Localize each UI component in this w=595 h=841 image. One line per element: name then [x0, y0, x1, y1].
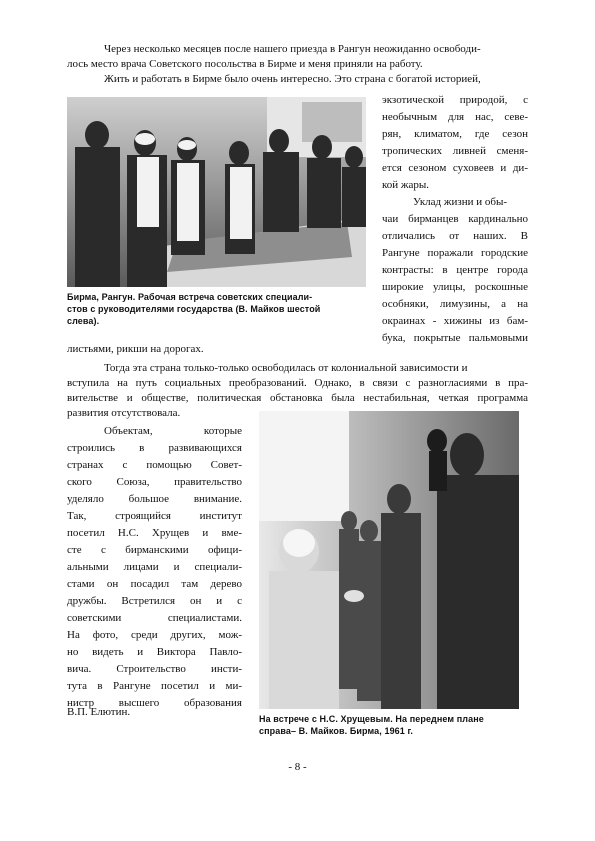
- text-line: Рангуне поражали городские: [382, 247, 528, 259]
- text-line: вступила на путь социальных преобразований. Однако, в связи с разногласиями в пра-: [67, 377, 528, 389]
- text-line: Тогда эта страна только-только освободилась от колониальной зависимости и: [104, 362, 468, 374]
- text-line: Так, строящийся институт: [67, 510, 242, 522]
- text-line: широкие улицы, роскошные: [382, 281, 528, 293]
- text-line: но видеть и Виктора Павло-: [67, 646, 242, 658]
- text-line: ется сезоном суховеев и ди-: [382, 162, 528, 174]
- text-line: отличались от наших. В: [382, 230, 528, 242]
- text-line: нистр высшего образования: [67, 697, 242, 709]
- text-line: развития отсутствовала.: [67, 407, 181, 419]
- text-line: На фото, среди других, мож-: [67, 629, 242, 641]
- text-line: особняки, лимузины, а на: [382, 298, 528, 310]
- text-line: рян, климатом, где сезон: [382, 128, 528, 140]
- photo-working-meeting: [67, 97, 366, 287]
- photo-khrushchev-meeting-image: [259, 411, 519, 709]
- photo-caption: На встрече с Н.С. Хрущевым. На переднем плане: [259, 714, 484, 724]
- photo-caption: слева).: [67, 316, 100, 326]
- photo-working-meeting-image: [67, 97, 366, 287]
- text-line: Через несколько месяцев после нашего приезда в Рангун неожиданно освободи-: [104, 43, 481, 55]
- text-line: лось место врача Советского посольства в Бирме и меня приняли на работу.: [67, 58, 423, 70]
- text-line: ского Союза, правительство: [67, 476, 242, 488]
- text-line: необычным для нас, севе-: [382, 111, 528, 123]
- text-line: Жить и работать в Бирме было очень интересно. Это страна с богатой историей,: [104, 73, 481, 85]
- photo-caption: справа– В. Майков. Бирма, 1961 г.: [259, 726, 414, 736]
- text-line: уделяло большое внимание.: [67, 493, 242, 505]
- text-line: контрасты: в центре города: [382, 264, 528, 276]
- text-line: Уклад жизни и обы-: [413, 196, 508, 208]
- text-line: строились в развивающихся: [67, 442, 242, 454]
- text-line: странах с помощью Совет-: [67, 459, 242, 471]
- text-line: тута в Рангуне посетил и ми-: [67, 680, 242, 692]
- text-line: вича. Строительство инсти-: [67, 663, 242, 675]
- text-line: окраинах - хижины из бам-: [382, 315, 528, 327]
- text-line: кой жары.: [382, 179, 430, 191]
- photo-caption: Бирма, Рангун. Рабочая встреча советских специали-: [67, 292, 313, 302]
- text-line: вительстве и обществе, политическая обстановка была нестабильная, четкая программа: [67, 392, 528, 404]
- photo-caption: стов с руководителями государства (В. Майков шестой: [67, 304, 321, 314]
- text-line: чаи бирманцев кардинально: [382, 213, 528, 225]
- text-line: сте с бирманскими офици-: [67, 544, 242, 556]
- text-line: советскими специалистами.: [67, 612, 242, 624]
- text-line: дружбы. Встретился он и с: [67, 595, 242, 607]
- text-line: тропических ливней сменя-: [382, 145, 528, 157]
- text-line: стами он посадил там дерево: [67, 578, 242, 590]
- photo-khrushchev-meeting: [259, 411, 519, 709]
- text-line: бука, покрытые пальмовыми: [382, 332, 528, 344]
- text-line: посетил Н.С. Хрущев и вме-: [67, 527, 242, 539]
- text-line: альными лицами и специали-: [67, 561, 242, 573]
- text-line: В.П. Елютин.: [67, 706, 131, 718]
- text-line: листьями, рикши на дорогах.: [67, 343, 204, 355]
- text-line: экзотической природой, с: [382, 94, 528, 106]
- text-line: Объектам, которые: [104, 425, 242, 437]
- page-number: - 8 -: [288, 761, 307, 773]
